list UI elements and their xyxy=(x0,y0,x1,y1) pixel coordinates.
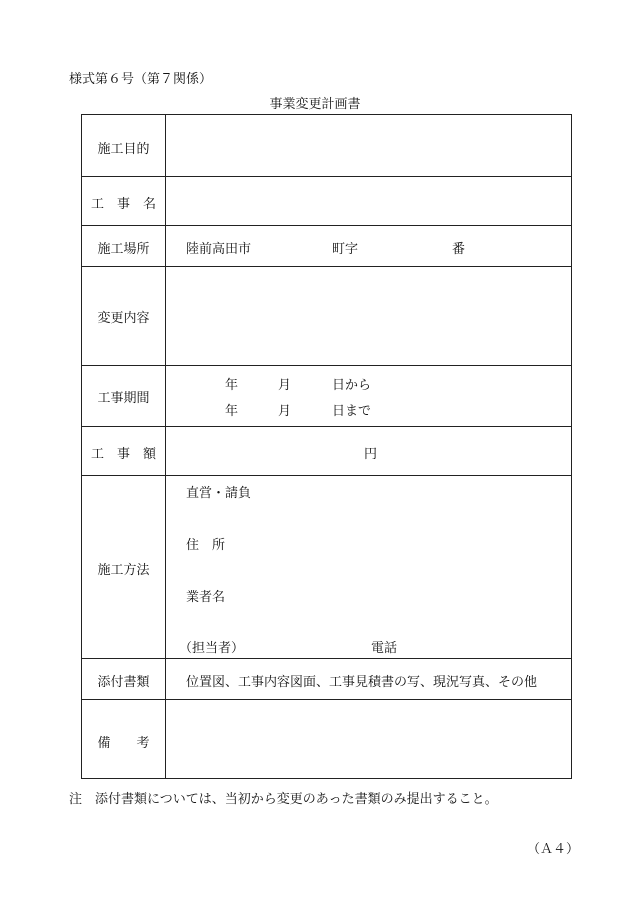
form-table xyxy=(81,114,572,779)
purpose-label: 施工目的 xyxy=(97,142,150,157)
location-number: 番 xyxy=(452,242,466,257)
method-type: 直営・請負 xyxy=(186,486,252,501)
change-field[interactable] xyxy=(166,267,571,365)
attachments-value: 位置図、工事内容図面、工事見積書の写、現況写真、その他 xyxy=(186,675,538,690)
form-number: 様式第６号（第７関係） xyxy=(69,72,213,87)
purpose-field[interactable] xyxy=(166,115,571,175)
period-label: 工事期間 xyxy=(97,391,150,406)
method-phone: 電話 xyxy=(371,641,398,656)
attachments-label: 添付書類 xyxy=(97,675,150,690)
row-divider xyxy=(82,475,571,476)
paper-size-label: （Ａ４） xyxy=(527,842,580,857)
method-label: 施工方法 xyxy=(97,563,150,578)
work-name-field[interactable] xyxy=(166,177,571,225)
period-start-day: 日から xyxy=(332,378,372,393)
location-city: 陸前高田市 xyxy=(186,242,252,257)
period-end-year: 年 xyxy=(225,404,239,419)
remarks-field[interactable] xyxy=(166,700,571,778)
remarks-label: 備 考 xyxy=(97,736,150,751)
row-divider xyxy=(82,365,571,366)
period-start-month: 月 xyxy=(278,378,292,393)
location-label: 施工場所 xyxy=(97,242,150,257)
change-label: 変更内容 xyxy=(97,311,150,326)
method-address: 住 所 xyxy=(186,538,226,553)
method-company: 業者名 xyxy=(186,590,226,605)
document-title: 事業変更計画書 xyxy=(269,97,361,112)
method-person: （担当者） xyxy=(179,641,245,656)
row-divider xyxy=(82,225,571,226)
location-town: 町字 xyxy=(332,242,359,257)
footnote: 注 添付書類については、当初から変更のあった書類のみ提出すること。 xyxy=(69,792,498,807)
period-start-year: 年 xyxy=(225,378,239,393)
work-name-label: 工 事 名 xyxy=(90,197,156,212)
amount-label: 工 事 額 xyxy=(90,447,156,462)
row-divider xyxy=(82,658,571,659)
period-end-month: 月 xyxy=(278,404,292,419)
row-divider xyxy=(82,426,571,427)
period-end-day: 日まで xyxy=(332,404,372,419)
amount-unit: 円 xyxy=(364,447,378,462)
